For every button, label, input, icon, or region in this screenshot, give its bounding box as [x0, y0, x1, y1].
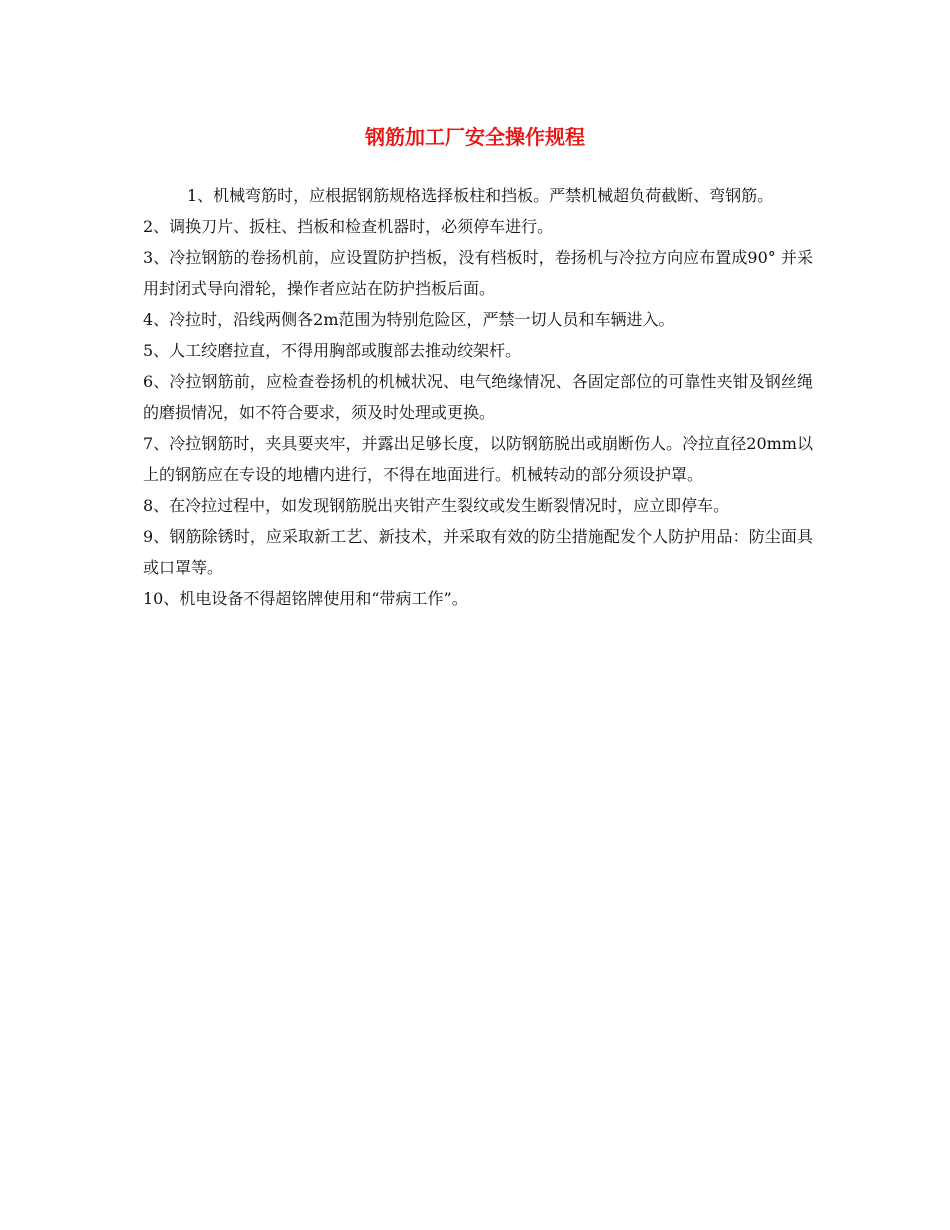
document-body	[143, 180, 813, 614]
document-title: 钢筋加工厂安全操作规程	[365, 125, 585, 149]
paragraph-1: 1、机械弯筋时，应根据钢筋规格选择板柱和挡板。严禁机械超负荷截断、弯钢筋。	[187, 186, 774, 205]
paragraph-3: 3、冷拉钢筋的卷扬机前，应设置防护挡板，没有档板时，卷扬机与冷拉方向应布置成90° 并采用封闭式导向滑轮，操作者应站在防护挡板后面。	[143, 248, 813, 298]
paragraph-5: 5、人工绞磨拉直，不得用胸部或腹部去推动绞架杆。	[143, 341, 522, 360]
paragraph-4: 4、冷拉时，沿线两侧各2m范围为特别危险区，严禁一切人员和车辆进入。	[143, 310, 675, 329]
paragraph-9: 9、钢筋除锈时，应采取新工艺、新技术，并采取有效的防尘措施配发个人防护用品：防尘面具或口罩等。	[143, 527, 813, 577]
paragraph-7: 7、冷拉钢筋时，夹具要夹牢，并露出足够长度，以防钢筋脱出或崩断伤人。冷拉直径20mm以上的钢筋应在专设的地槽内进行，不得在地面进行。机械转动的部分须设护罩。	[143, 434, 813, 484]
paragraph-10: 10、机电设备不得超铭牌使用和“带病工作”。	[143, 589, 468, 608]
paragraph-2: 2、调换刀片、扳柱、挡板和检查机器时，必须停车进行。	[143, 217, 554, 236]
paragraph-8: 8、在冷拉过程中，如发现钢筋脱出夹钳产生裂纹或发生断裂情况时，应立即停车。	[143, 496, 730, 515]
paragraph-6: 6、冷拉钢筋前，应检查卷扬机的机械状况、电气绝缘情况、各固定部位的可靠性夹钳及钢丝绳的磨损情况，如不符合要求，须及时处理或更换。	[143, 372, 813, 422]
